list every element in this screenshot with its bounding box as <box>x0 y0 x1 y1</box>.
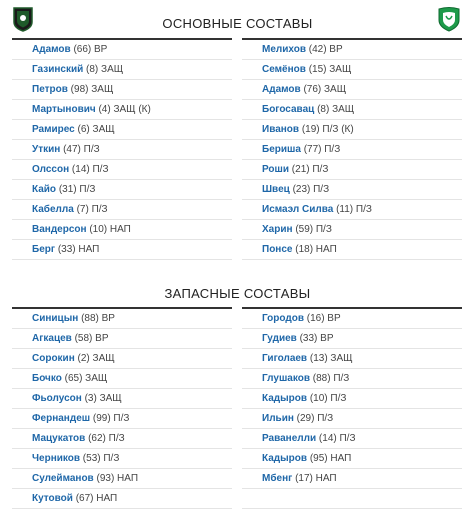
player-name-link[interactable]: Ильин <box>262 413 294 424</box>
player-number-position: (33) НАП <box>57 244 100 255</box>
player-name-link[interactable]: Раванелли <box>262 433 317 444</box>
player-row <box>12 60 232 80</box>
player-row <box>242 160 462 180</box>
player-number-position: (95) НАП <box>309 453 352 464</box>
player-number-position: (47) П/З <box>63 144 100 155</box>
player-number-position: (98) ЗАЩ <box>70 84 114 95</box>
player-number-position: (58) ВР <box>74 333 109 344</box>
player-name-link[interactable]: Уткин <box>32 144 61 155</box>
player-name-link[interactable]: Бочко <box>32 373 62 384</box>
player-row <box>242 80 462 100</box>
player-row <box>242 389 462 409</box>
player-number-position: (88) ВР <box>81 313 115 324</box>
player-number-position: (8) ЗАЩ <box>317 104 355 115</box>
player-row <box>12 409 232 429</box>
player-row <box>242 60 462 80</box>
player-number-position: (17) НАП <box>295 473 337 484</box>
player-number-position: (42) ВР <box>308 44 343 55</box>
player-row <box>242 429 462 449</box>
player-number-position: (88) П/З <box>312 373 350 384</box>
player-row <box>242 180 462 200</box>
player-number-position: (8) ЗАЩ <box>86 64 124 75</box>
player-name-link[interactable]: Понсе <box>262 244 293 255</box>
player-name-link[interactable]: Городов <box>262 313 304 324</box>
player-row <box>12 389 232 409</box>
player-name-link[interactable]: Мелихов <box>262 44 306 55</box>
header <box>0 0 475 40</box>
player-number-position: (14) П/З <box>71 164 109 175</box>
player-row <box>12 40 232 60</box>
player-row <box>12 240 232 260</box>
player-number-position: (3) ЗАЩ <box>84 393 122 404</box>
player-name-link[interactable]: Берг <box>32 244 56 255</box>
player-number-position: (62) П/З <box>88 433 125 444</box>
player-row <box>242 409 462 429</box>
player-name-link[interactable]: Фернандеш <box>32 413 91 424</box>
player-number-position: (10) П/З <box>309 393 347 404</box>
player-name-link[interactable]: Кадыров <box>262 393 308 404</box>
player-name-link[interactable]: Рамирес <box>32 124 75 135</box>
player-number-position: (77) П/З <box>303 144 341 155</box>
player-name-link[interactable]: Черников <box>32 453 81 464</box>
player-number-position: (2) ЗАЩ <box>77 353 115 364</box>
player-name-link[interactable]: Агкацев <box>32 333 72 344</box>
player-row <box>12 449 232 469</box>
player-row <box>242 140 462 160</box>
player-number-position: (21) П/З <box>291 164 329 175</box>
player-row <box>12 80 232 100</box>
substitutes-title: ЗАПАСНЫЕ СОСТАВЫ <box>164 286 311 301</box>
player-row <box>242 40 462 60</box>
player-number-position: (15) ЗАЩ <box>308 64 352 75</box>
player-number-position: (59) П/З <box>295 224 332 235</box>
player-number-position: (31) П/З <box>58 184 96 195</box>
player-name-link[interactable]: Исмаэл Силва <box>262 204 334 215</box>
player-name-link[interactable]: Кутовой <box>32 493 73 504</box>
player-number-position: (53) П/З <box>82 453 120 464</box>
player-row <box>12 160 232 180</box>
player-name-link[interactable]: Адамов <box>32 44 71 55</box>
player-row <box>12 220 232 240</box>
player-number-position: (99) П/З <box>92 413 130 424</box>
player-name-link[interactable]: Мбенг <box>262 473 293 484</box>
player-number-position: (16) ВР <box>306 313 341 324</box>
player-row <box>242 240 462 260</box>
player-row <box>242 120 462 140</box>
player-row <box>12 309 232 329</box>
player-name-link[interactable]: Гиголаев <box>262 353 308 364</box>
player-name-link[interactable]: Кадыров <box>262 453 308 464</box>
player-number-position: (66) ВР <box>73 44 108 55</box>
player-number-position: (13) ЗАЩ <box>309 353 353 364</box>
player-number-position: (7) П/З <box>76 204 108 215</box>
player-row <box>12 329 232 349</box>
player-name-link[interactable]: Мартынович <box>32 104 96 115</box>
player-number-position: (29) П/З <box>296 413 334 424</box>
player-row <box>12 349 232 369</box>
player-row <box>242 220 462 240</box>
player-row <box>12 489 232 509</box>
akhmat-logo-icon <box>437 6 461 32</box>
player-name-link[interactable]: Олссон <box>32 164 70 175</box>
player-name-link[interactable]: Кайо <box>32 184 57 195</box>
player-row <box>242 449 462 469</box>
player-name-link[interactable]: Семёнов <box>262 64 306 75</box>
player-name-link[interactable]: Иванов <box>262 124 300 135</box>
player-number-position: (6) ЗАЩ <box>77 124 115 135</box>
player-number-position: (65) ЗАЩ <box>64 373 108 384</box>
player-name-link[interactable]: Бериша <box>262 144 301 155</box>
player-row <box>12 140 232 160</box>
player-row <box>12 200 232 220</box>
subs-away-lineup <box>242 309 462 509</box>
player-name-link[interactable]: Синицын <box>32 313 79 324</box>
player-number-position: (4) ЗАЩ (К) <box>98 104 151 115</box>
player-row <box>242 369 462 389</box>
player-name-link[interactable]: Мацукатов <box>32 433 86 444</box>
player-number-position: (23) П/З <box>292 184 330 195</box>
main-lineups-title: ОСНОВНЫЕ СОСТАВЫ <box>162 16 313 31</box>
player-name-link[interactable]: Петров <box>32 84 68 95</box>
player-name-link[interactable]: Вандерсон <box>32 224 87 235</box>
player-number-position: (76) ЗАЩ <box>303 84 347 95</box>
player-row <box>12 469 232 489</box>
player-name-link[interactable]: Сорокин <box>32 353 75 364</box>
main-away-lineup <box>242 40 462 260</box>
player-row <box>12 100 232 120</box>
player-row <box>242 469 462 489</box>
empty-row <box>242 489 462 509</box>
player-name-link[interactable]: Роши <box>262 164 290 175</box>
player-number-position: (11) П/З <box>336 204 372 215</box>
player-number-position: (19) П/З (К) <box>301 124 354 135</box>
main-home-lineup <box>12 40 232 260</box>
player-row <box>242 329 462 349</box>
player-row <box>242 309 462 329</box>
player-name-link[interactable]: Кабелла <box>32 204 74 215</box>
player-number-position: (10) НАП <box>89 224 131 235</box>
player-row <box>242 349 462 369</box>
player-name-link[interactable]: Гудиев <box>262 333 297 344</box>
player-name-link[interactable]: Фьолусон <box>32 393 82 404</box>
player-name-link[interactable]: Харин <box>262 224 293 235</box>
player-number-position: (67) НАП <box>75 493 118 504</box>
player-number-position: (33) ВР <box>299 333 334 344</box>
player-number-position: (18) НАП <box>295 244 337 255</box>
player-number-position: (14) П/З <box>318 433 356 444</box>
player-number-position: (93) НАП <box>96 473 139 484</box>
player-name-link[interactable]: Глушаков <box>262 373 310 384</box>
player-name-link[interactable]: Швец <box>262 184 290 195</box>
player-row <box>242 200 462 220</box>
subs-home-lineup <box>12 309 232 509</box>
player-name-link[interactable]: Богосавац <box>262 104 315 115</box>
player-name-link[interactable]: Адамов <box>262 84 301 95</box>
player-row <box>12 180 232 200</box>
player-row <box>12 120 232 140</box>
player-row <box>242 100 462 120</box>
player-row <box>12 429 232 449</box>
player-row <box>12 369 232 389</box>
player-name-link[interactable]: Газинский <box>32 64 84 75</box>
player-name-link[interactable]: Сулейманов <box>32 473 94 484</box>
